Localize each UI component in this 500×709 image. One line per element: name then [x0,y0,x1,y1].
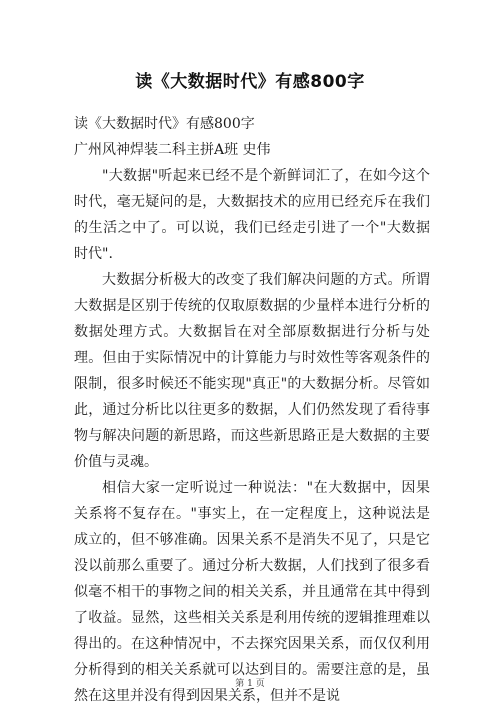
body-paragraph: 相信大家一定听说过一种说法："在大数据中，因果关系将不复存在。"事实上，在一定程度上，这种说法是成立的，但不够准确。因果关系不是消失不见了，只是它没以前那么重要了。通过分析大数据，人们找到了很多看似毫不相干的事物之间的相关关系，并且通常在其中得到了收益。显然，这些相关关系是利用传统的逻辑推理难以得出的。在这种情况中，不去探究因果关系，而仅仅利用分析得到的相关关系就可以达到目的。需要注意的是，虽然在这里并没有得到因果关系，但并不是说 [74,480,430,704]
body-paragraph: "大数据"听起来已经不是个新鲜词汇了，在如今这个时代，毫无疑问的是，大数据技术的应用已经充斥在我们的生活之中了。可以说，我们已经走引进了一个"大数据时代". [74,168,430,262]
body-paragraph: 大数据分析极大的改变了我们解决问题的方式。所谓大数据是区别于传统的仅取原数据的少量样本进行分析的数据处理方式。大数据旨在对全部原数据进行分析与处理。但由于实际情况中的计算能力与时效性等客观条件的限制，很多时候还不能实现"真正"的大数据分析。尽管如此，通过分析比以往更多的数据，人们仍然发现了看待事物与解决问题的新思路，而这些新思路正是大数据的主要价值与灵魂。 [74,272,430,470]
document-title: 读《大数据时代》有感800字 [135,72,365,92]
author-line: 广州风神焊装二科主拼A班 史伟 [74,142,271,158]
document-body [74,111,430,709]
page-number-footer: 第 1 页 [235,679,265,689]
subtitle-line: 读《大数据时代》有感800字 [74,116,255,132]
